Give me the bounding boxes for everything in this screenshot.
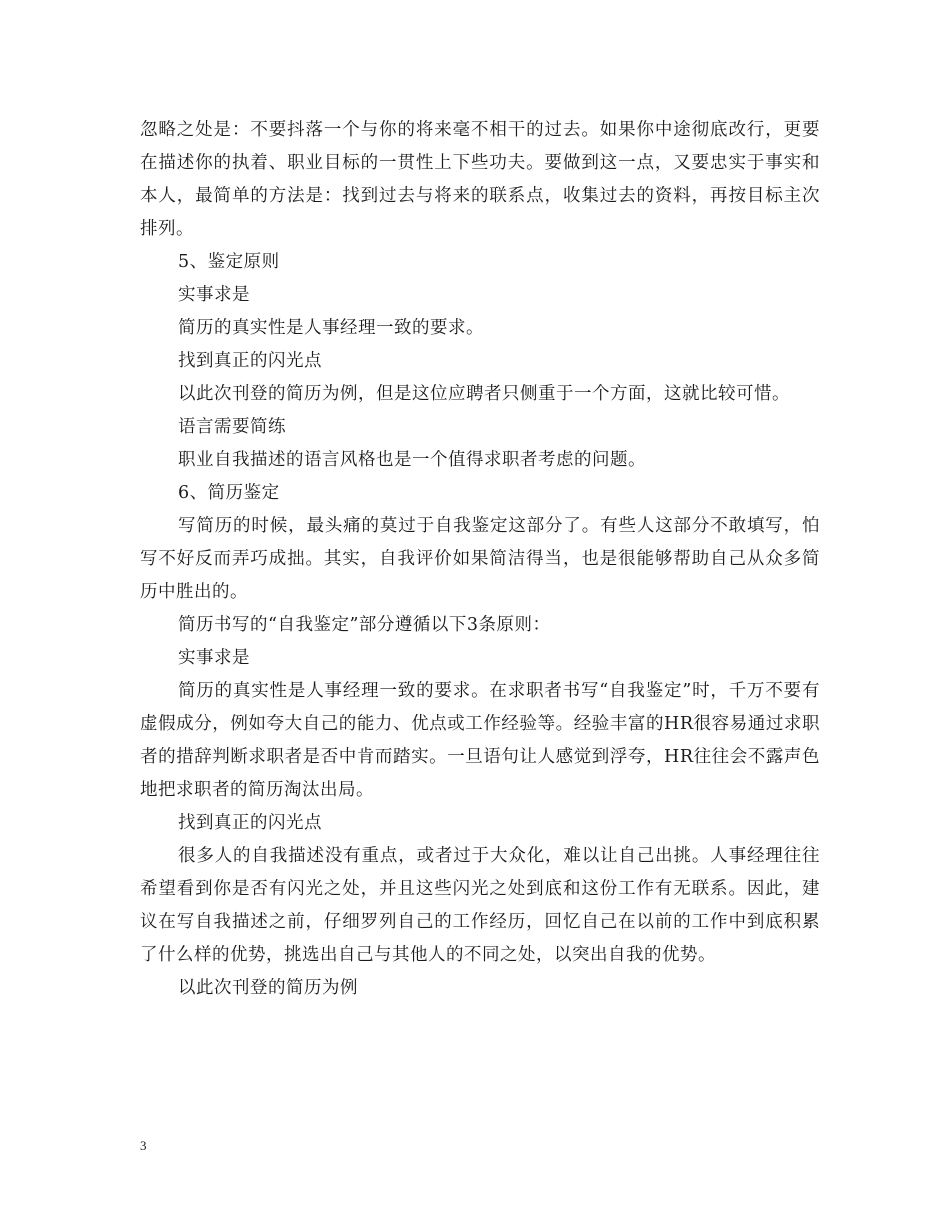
paragraph: 写简历的时候，最头痛的莫过于自我鉴定这部分了。有些人这部分不敢填写，怕写不好反而弄巧成拙。其实，自我评价如果简洁得当，也是很能够帮助自己从众多简历中胜出的。 bbox=[140, 516, 820, 602]
paragraph: 忽略之处是：不要抖落一个与你的将来毫不相干的过去。如果你中途彻底改行，更要在描述你的执着、职业目标的一贯性上下些功夫。要做到这一点，又要忠实于事实和本人，最简单的方法是：找到过去与将来的联系点，收集过去的资料，再按目标主次排列。 bbox=[140, 120, 820, 239]
subheading: 找到真正的闪光点 bbox=[178, 813, 322, 833]
page-number: 3 bbox=[140, 1138, 147, 1153]
paragraph: 简历书写的“自我鉴定”部分遵循以下3条原则： bbox=[178, 615, 551, 635]
section-heading-5: 5、鉴定原则 bbox=[178, 252, 280, 272]
section-heading-6: 6、简历鉴定 bbox=[178, 483, 280, 503]
paragraph: 以此次刊登的简历为例，但是这位应聘者只侧重于一个方面，这就比较可惜。 bbox=[178, 384, 790, 404]
subheading: 语言需要简练 bbox=[178, 417, 286, 437]
paragraph: 以此次刊登的简历为例 bbox=[178, 978, 358, 998]
paragraph: 很多人的自我描述没有重点，或者过于大众化，难以让自己出挑。人事经理往往希望看到你是否有闪光之处，并且这些闪光之处到底和这份工作有无联系。因此，建议在写自我描述之前，仔细罗列自己的工作经历，回忆自己在以前的工作中到底积累了什么样的优势，挑选出自己与其他人的不同之处，以突出自我的优势。 bbox=[140, 846, 820, 965]
subheading: 找到真正的闪光点 bbox=[178, 351, 322, 371]
paragraph: 简历的真实性是人事经理一致的要求。在求职者书写“自我鉴定”时，千万不要有虚假成分，例如夸大自己的能力、优点或工作经验等。经验丰富的HR很容易通过求职者的措辞判断求职者是否中肯而踏实。一旦语句让人感觉到浮夸，HR往往会不露声色地把求职者的简历淘汰出局。 bbox=[140, 681, 820, 800]
document-body bbox=[140, 114, 820, 1005]
subheading: 实事求是 bbox=[178, 285, 250, 305]
subheading: 实事求是 bbox=[178, 648, 250, 668]
paragraph: 简历的真实性是人事经理一致的要求。 bbox=[178, 318, 484, 338]
paragraph: 职业自我描述的语言风格也是一个值得求职者考虑的问题。 bbox=[178, 450, 646, 470]
